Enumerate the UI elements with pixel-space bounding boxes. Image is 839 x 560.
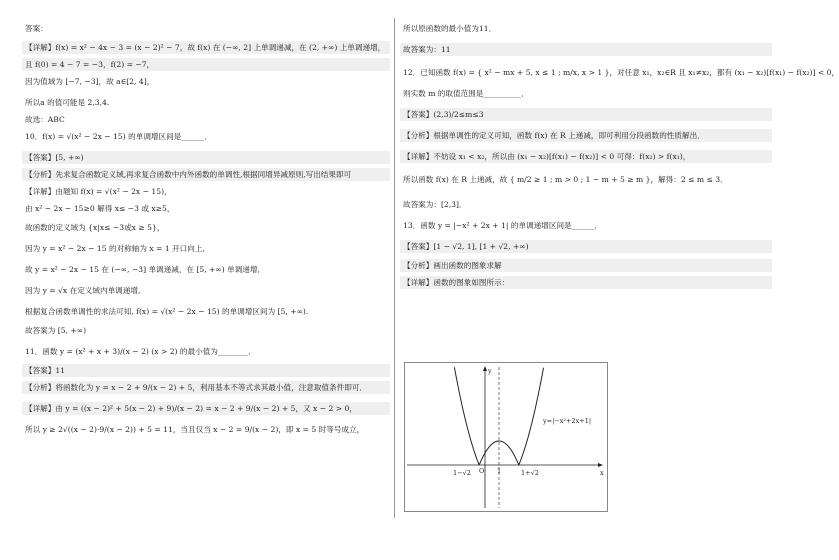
line-spacer [400, 56, 772, 66]
line-spacer [22, 415, 390, 423]
text-line: 故答案为：11 [400, 43, 772, 56]
graph-svg [405, 363, 607, 511]
text-line: 【详解】函数的图象如图所示： [400, 276, 772, 289]
line-spacer [22, 297, 390, 305]
tick-one-label: 1 [497, 467, 502, 475]
tick-left-label: 1−√2 [453, 469, 471, 477]
line-spacer [400, 232, 772, 240]
text-line: 【答案】(2,3)/2≤m≤3 [400, 108, 772, 121]
line-spacer [22, 255, 390, 263]
line-spacer [22, 276, 390, 284]
line-spacer [400, 100, 772, 108]
curve [454, 367, 543, 465]
y-axis-label: y [488, 367, 492, 375]
x-axis-label: x [600, 469, 604, 477]
line-spacer [400, 142, 772, 150]
text-line: 所以原函数的最小值为11． [403, 23, 497, 33]
text-line: 因为值域为 [−7, −3]，故 a∈[2, 4]， [25, 76, 155, 86]
left-column [22, 22, 390, 436]
text-line: 所以a 的值可能是 2,3,4. [25, 97, 110, 107]
text-line: 故选：ABC [25, 114, 65, 124]
text-line: 【答案】[5, +∞) [22, 151, 390, 164]
column-divider [394, 18, 395, 518]
origin-label: O [479, 467, 485, 475]
text-line: 12．已知函数 f(x) = { x² − mx + 5, x ≤ 1 ; m/x, x > 1 }，对任意 x₁，x₂∈R 且 x₁≠x₂，都有 (x₁ − x₂)[f(x₁) − f(x₂)] < 0， [403, 67, 839, 77]
line-spacer [22, 337, 390, 345]
text-line: 13．函数 y = |−x² + 2x + 1| 的单调递增区间是______． [403, 220, 603, 230]
text-line: 【答案】11 [22, 364, 390, 377]
text-line: 【分析】画出函数的图象求解 [400, 259, 772, 272]
text-line: 11．函数 y = (x² + x + 3)/(x − 2) (x > 2) 的最小值为________． [25, 346, 256, 356]
line-spacer [22, 143, 390, 151]
text-line: 10．f(x) = √(x² − 2x − 15) 的单调增区间是______． [25, 131, 212, 141]
x-axis-arrow [598, 463, 603, 467]
line-spacer [22, 394, 390, 402]
text-line: 故答案为 [5, +∞) [25, 325, 87, 335]
right-column [400, 22, 839, 289]
text-line: 因为 y = √x 在定义域内单调递增, [25, 285, 141, 295]
text-line: 故函数的定义域为 {x|x≤ −3或x ≥ 5}， [25, 222, 165, 232]
text-line: 【详解】不妨设 x₁ < x₂，所以由 (x₁ − x₂)[f(x₁) − f(x₂)] < 0 可得：f(x₂) > f(x₁)， [400, 150, 772, 163]
line-spacer [400, 211, 772, 219]
text-line: 【详解】由题知 f(x) = √(x² − 2x − 15)， [25, 186, 172, 196]
text-line: 所以函数 f(x) 在 R 上递减，故 { m/2 ≥ 1 ; m > 0 ; 1 − m + 5 ≥ m }，解得：2 ≤ m ≤ 3． [403, 174, 728, 184]
text-line: 所以 y ≥ 2√((x − 2)·9/(x − 2)) + 5 = 11，当且仅当 x − 2 = 9/(x − 2)，即 x = 5 时等号成立， [25, 424, 365, 434]
line-spacer [400, 35, 772, 43]
text-line: 由 x² − 2x − 15≥0 解得 x≤ −3 或 x≥5， [25, 203, 175, 213]
text-line: 答案： [25, 23, 48, 33]
line-spacer [22, 88, 390, 96]
text-line: 【分析】先求复合函数定义域,再求复合函数中内外函数的单调性,根据同增异减原则,写出结果即可 [22, 168, 390, 181]
y-axis-arrow [483, 366, 487, 371]
function-graph [404, 362, 608, 512]
line-spacer [400, 163, 772, 173]
text-line: 故 y = x² − 2x − 15 在 (−∞, −3] 单调递减，在 [5, +∞) 单调递增, [25, 264, 260, 274]
text-line: 【分析】将函数化为 y = x − 2 + 9/(x − 2) + 5，利用基本不等式求其最小值，注意取值条件即可． [22, 381, 390, 394]
text-line: 【详解】f(x) = x² − 4x − 3 = (x − 2)² − 7，故 f(x) 在 (−∞, 2] 上单调递减，在 (2, +∞) 上单调递增， [22, 41, 390, 54]
line-spacer [400, 186, 772, 198]
text-line: 【分析】根据单调性的定义可知，函数 f(x) 在 R 上递减，即可利用分段函数的性质解出． [400, 129, 772, 142]
line-spacer [400, 121, 772, 129]
line-spacer [400, 79, 772, 87]
text-line: 【答案】[1 − √2, 1], [1 + √2, +∞) [400, 240, 772, 253]
tick-right-label: 1+√2 [521, 469, 539, 477]
text-line: 【详解】由 y = ((x − 2)² + 5(x − 2) + 9)/(x − 2) = x − 2 + 9/(x − 2) + 5，又 x − 2 > 0， [22, 402, 390, 415]
text-line: 且 f(0) = 4 − 7 = −3，f(2) = −7， [22, 58, 390, 71]
text-line: 根据复合函数单调性的求法可知, f(x) = √(x² − 2x − 15) 的单调增区间为 [5, +∞). [25, 306, 309, 316]
curve-label: y=|−x²+2x+1| [543, 417, 592, 425]
line-spacer [22, 234, 390, 242]
text-line: 故答案为：[2,3]． [403, 199, 467, 209]
text-line: 则实数 m 的取值范围是__________． [403, 88, 529, 98]
text-line: 因为 y = x² − 2x − 15 的对称轴为 x = 1 开口向上, [25, 243, 205, 253]
